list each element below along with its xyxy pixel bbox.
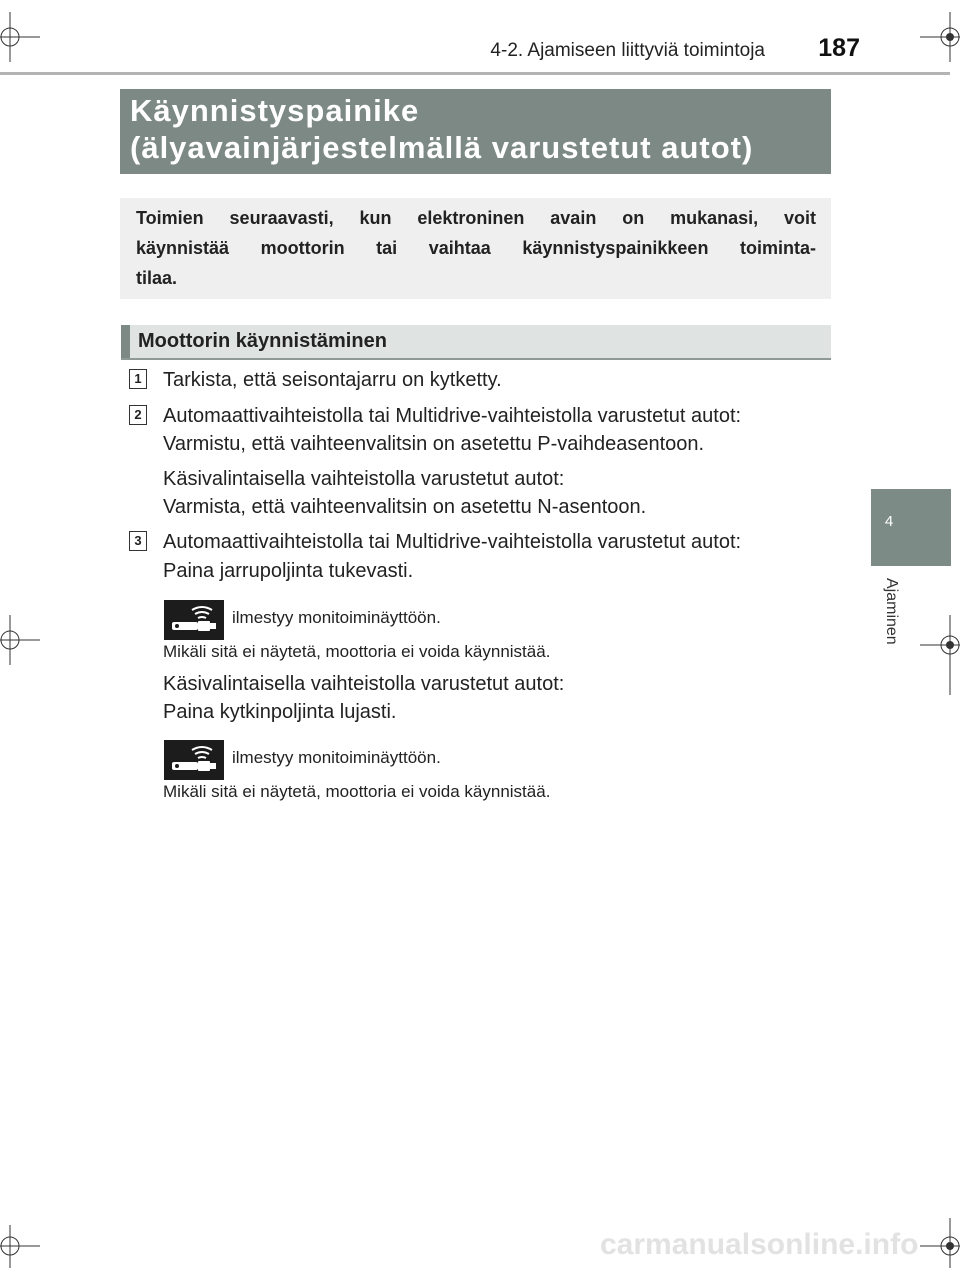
crop-mark-mid-left <box>0 615 40 665</box>
step-text: Varmistu, että vaihteenvalitsin on asetettu P-vaihdeasentoon. <box>163 433 705 455</box>
smart-key-indicator-icon <box>164 600 224 640</box>
step-number-badge: 1 <box>129 369 147 389</box>
crop-mark-bottom-right <box>920 1218 960 1268</box>
crop-mark-top-right <box>920 12 960 62</box>
crop-mark-top-left <box>0 12 40 62</box>
page-title-line-1: Käynnistyspainike <box>130 93 420 128</box>
watermark: carmanualsonline.info <box>600 1228 919 1261</box>
subheading-accent <box>121 325 130 358</box>
smart-key-indicator-icon <box>164 740 224 780</box>
intro-text <box>136 203 816 293</box>
indicator-text: ilmestyy monitoiminäyttöön. <box>232 748 441 767</box>
step-text: Paina jarrupoljinta tukevasti. <box>163 560 414 582</box>
indicator-text: ilmestyy monitoiminäyttöön. <box>232 608 441 627</box>
step-manual-text: Käsivalintaisella vaihteistolla varustetut autot: <box>163 468 565 490</box>
step-text: Automaattivaihteistolla tai Multidrive-vaihteistolla varustetut autot: <box>163 405 742 427</box>
indicator-note: Mikäli sitä ei näytetä, moottoria ei voida käynnistää. <box>163 642 551 661</box>
crop-mark-bottom-left <box>0 1225 40 1268</box>
intro-line: Toimien seuraavasti, kun elektroninen avain on mukanasi, voit <box>136 208 816 228</box>
step-manual-text: Paina kytkinpoljinta lujasti. <box>163 701 397 723</box>
header-divider <box>0 72 950 75</box>
crop-mark-mid-right <box>920 615 960 695</box>
page-title-line-2: (älyavainjärjestelmällä varustetut autot) <box>130 130 754 165</box>
step-manual-text: Käsivalintaisella vaihteistolla varustetut autot: <box>163 673 565 695</box>
step-manual-text: Varmista, että vaihteenvalitsin on asetettu N-asentoon. <box>163 496 647 518</box>
chapter-label: Ajaminen <box>883 578 900 645</box>
step-number-badge: 3 <box>129 531 147 551</box>
indicator-note: Mikäli sitä ei näytetä, moottoria ei voida käynnistää. <box>163 782 551 801</box>
subheading: Moottorin käynnistäminen <box>138 330 387 352</box>
intro-line: tilaa. <box>136 268 178 288</box>
step-text: Automaattivaihteistolla tai Multidrive-vaihteistolla varustetut autot: <box>163 531 742 553</box>
section-title: 4-2. Ajamiseen liittyviä toimintoja <box>490 40 765 61</box>
step-number-badge: 2 <box>129 405 147 425</box>
page-number: 187 <box>818 34 860 62</box>
step-text: Tarkista, että seisontajarru on kytketty. <box>163 369 502 391</box>
intro-line: käynnistää moottorin tai vaihtaa käynnistyspainikkeen toiminta- <box>136 238 816 258</box>
chapter-number: 4 <box>884 513 894 530</box>
